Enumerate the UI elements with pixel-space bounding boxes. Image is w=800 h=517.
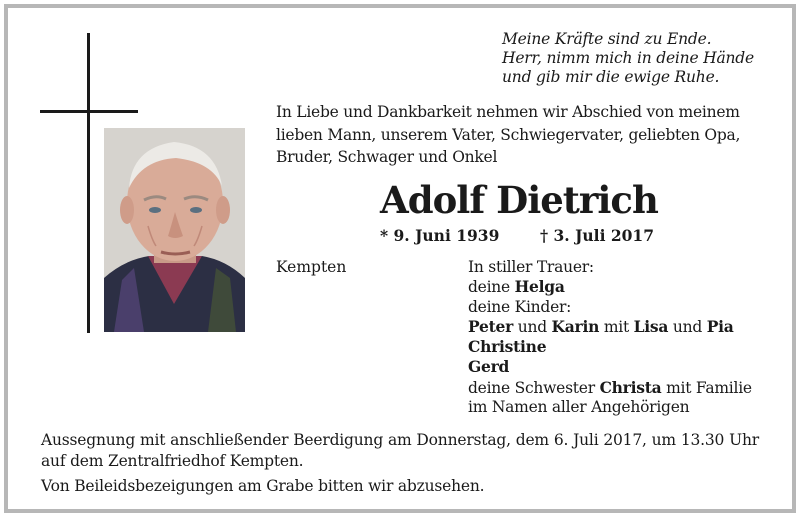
closing-note: Von Beileidsbezeigungen am Grabe bitten wir abzusehen.: [41, 477, 485, 495]
child-name: Gerd: [468, 357, 510, 377]
children-line: [468, 317, 788, 337]
verse-line: Meine Kräfte sind zu Ende.: [502, 30, 712, 48]
intro-text: [276, 101, 776, 169]
mourners-list: [468, 258, 788, 417]
cross-horizontal-bar: [40, 110, 138, 113]
children-label: deine Kinder:: [468, 297, 572, 316]
verse: [502, 30, 792, 87]
funeral-info: Aussegnung mit anschließender Beerdigung am Donnerstag, dem 6. Juli 2017, um 13.30 Uhr auf dem Zentralfriedhof Kempten.: [41, 431, 759, 470]
cross-vertical-bar: [87, 33, 90, 333]
wife-name: Helga: [514, 277, 565, 297]
grandchild-name: Pia: [706, 316, 734, 336]
child-line: [468, 357, 788, 377]
grandchild-name: Lisa: [633, 316, 669, 336]
child-name: Christine: [468, 337, 547, 357]
text-fragment: deine Schwester: [468, 378, 600, 397]
portrait-photo: [104, 128, 245, 332]
wife-line: [468, 277, 788, 297]
child-line: [468, 337, 788, 357]
text-fragment: deine: [468, 278, 515, 297]
sister-line: [468, 378, 788, 398]
text-fragment: und: [513, 317, 552, 336]
place-of-residence: Kempten: [276, 258, 347, 276]
verse-line: und gib mir die ewige Ruhe.: [502, 68, 720, 86]
intro-line: In Liebe und Dankbarkeit nehmen wir Abschied von meinem: [276, 103, 740, 121]
verse-line: Herr, nimm mich in deine Hände: [502, 49, 755, 67]
relatives-line: im Namen aller Angehörigen: [468, 398, 690, 417]
text-fragment: und: [668, 317, 707, 336]
intro-line: lieben Mann, unserem Vater, Schwiegervater, geliebten Opa,: [276, 125, 741, 144]
intro-line: Bruder, Schwager und Onkel: [276, 148, 498, 166]
birth-date: * 9. Juni 1939: [380, 226, 500, 245]
child-name: Peter: [468, 316, 514, 336]
mourning-header: In stiller Trauer:: [468, 258, 594, 276]
sister-name: Christa: [599, 377, 662, 397]
text-fragment: mit: [599, 317, 634, 336]
text-fragment: mit Familie: [661, 378, 752, 397]
deceased-name: Adolf Dietrich: [380, 178, 658, 222]
partner-name: Karin: [551, 316, 600, 336]
death-date: † 3. Juli 2017: [540, 226, 654, 245]
